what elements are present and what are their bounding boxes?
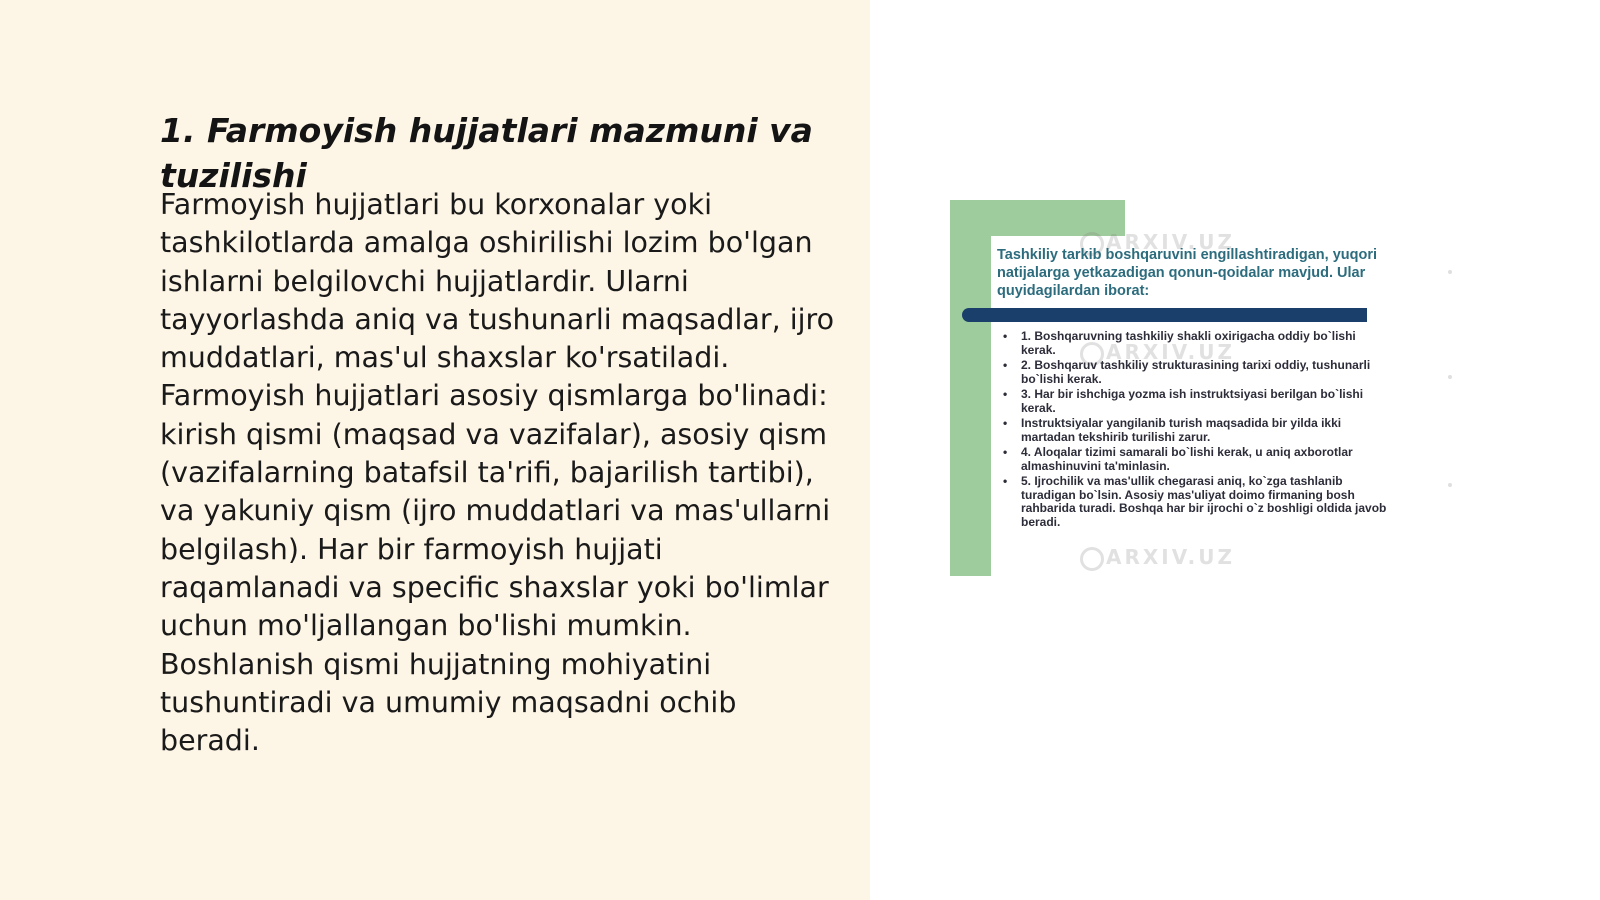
bullet-icon: • xyxy=(1003,416,1008,430)
edge-mark xyxy=(1448,270,1452,274)
list-item: • 2. Boshqaruv tashkiliy strukturasining tarixi oddiy, tushunarli bo`lishi kerak. xyxy=(1003,358,1371,386)
list-item: • 1. Boshqaruvning tashkiliy shakli oxirigacha oddiy bo`lishi kerak. xyxy=(1003,329,1356,357)
slide-title: 1. Farmoyish hujjatlari mazmuni va tuzilishi xyxy=(160,111,813,195)
bullet-icon: • xyxy=(1003,329,1008,343)
slide-body-text: Farmoyish hujjatlari bu korxonalar yoki tashkilotlarda amalga oshirilishi lozim bo'lgan ishlarni belgilovchi hujjatlardir. Ularni tayyorlashda aniq va tushunarli maqsadlar, ijro muddatlari, mas'ul shaxslar ko'rsatiladi. Farmoyish hujjatlari asosiy qismlarga bo'linadi: kirish qismi (maqsad va vazifalar), asosiy qism (vazifalarning batafsil ta'rifi, bajarilish tartibi), va yakuniy qism (ijro muddatlari va mas'ullarni belgilash). Har bir farmoyish hujjati raqamlanadi va specific shaxslar yoki bo'limlar uchun mo'ljallangan bo'lishi mumkin. Boshlanish qismi hujjatning mohiyatini tushuntiradi va umumiy maqsadni ochib beradi. xyxy=(160,188,835,758)
bullet-icon: • xyxy=(1003,474,1008,488)
list-item: • 4. Aloqalar tizimi samarali bo`lishi kerak, u aniq axborotlar almashinuvini ta'minlasin. xyxy=(1003,445,1353,473)
divider-bar xyxy=(962,308,1367,322)
list-item: • 3. Har bir ishchiga yozma ish instruktsiyasi berilgan bo`lishi kerak. xyxy=(1003,387,1364,415)
bullet-icon: • xyxy=(1003,445,1008,459)
watermark: ARXIV.UZ xyxy=(1080,545,1235,571)
list-item: • 5. Ijrochilik va mas'ullik chegarasi aniq, ko`zga tashlanib turadigan bo`lsin. Asosiy mas'uliyat doimo firmaning bosh rahbarida turadi. Boshqa har bir ijrochi o`z boshligi oldida javob beradi. xyxy=(1003,474,1387,529)
image-bullet-list xyxy=(1003,330,1393,531)
edge-mark xyxy=(1448,483,1452,487)
list-item: • Instruktsiyalar yangilanib turish maqsadida bir yilda ikki martadan tekshirib turilishi zarur. xyxy=(1003,416,1342,444)
bullet-icon: • xyxy=(1003,387,1008,401)
watermark-logo-icon xyxy=(1080,547,1104,571)
image-heading: Tashkiliy tarkib boshqaruvini engillashtiradigan, yuqori natijalarga yetkazadigan qonun-qoidalar mavjud. Ular quyidagilardan iborat: xyxy=(997,247,1378,299)
bullet-icon: • xyxy=(1003,358,1008,372)
edge-mark xyxy=(1448,375,1452,379)
embedded-slide-image xyxy=(950,200,1420,576)
watermark: ARXIV.UZ xyxy=(1080,340,1235,366)
watermark: ARXIV.UZ xyxy=(1080,230,1235,256)
